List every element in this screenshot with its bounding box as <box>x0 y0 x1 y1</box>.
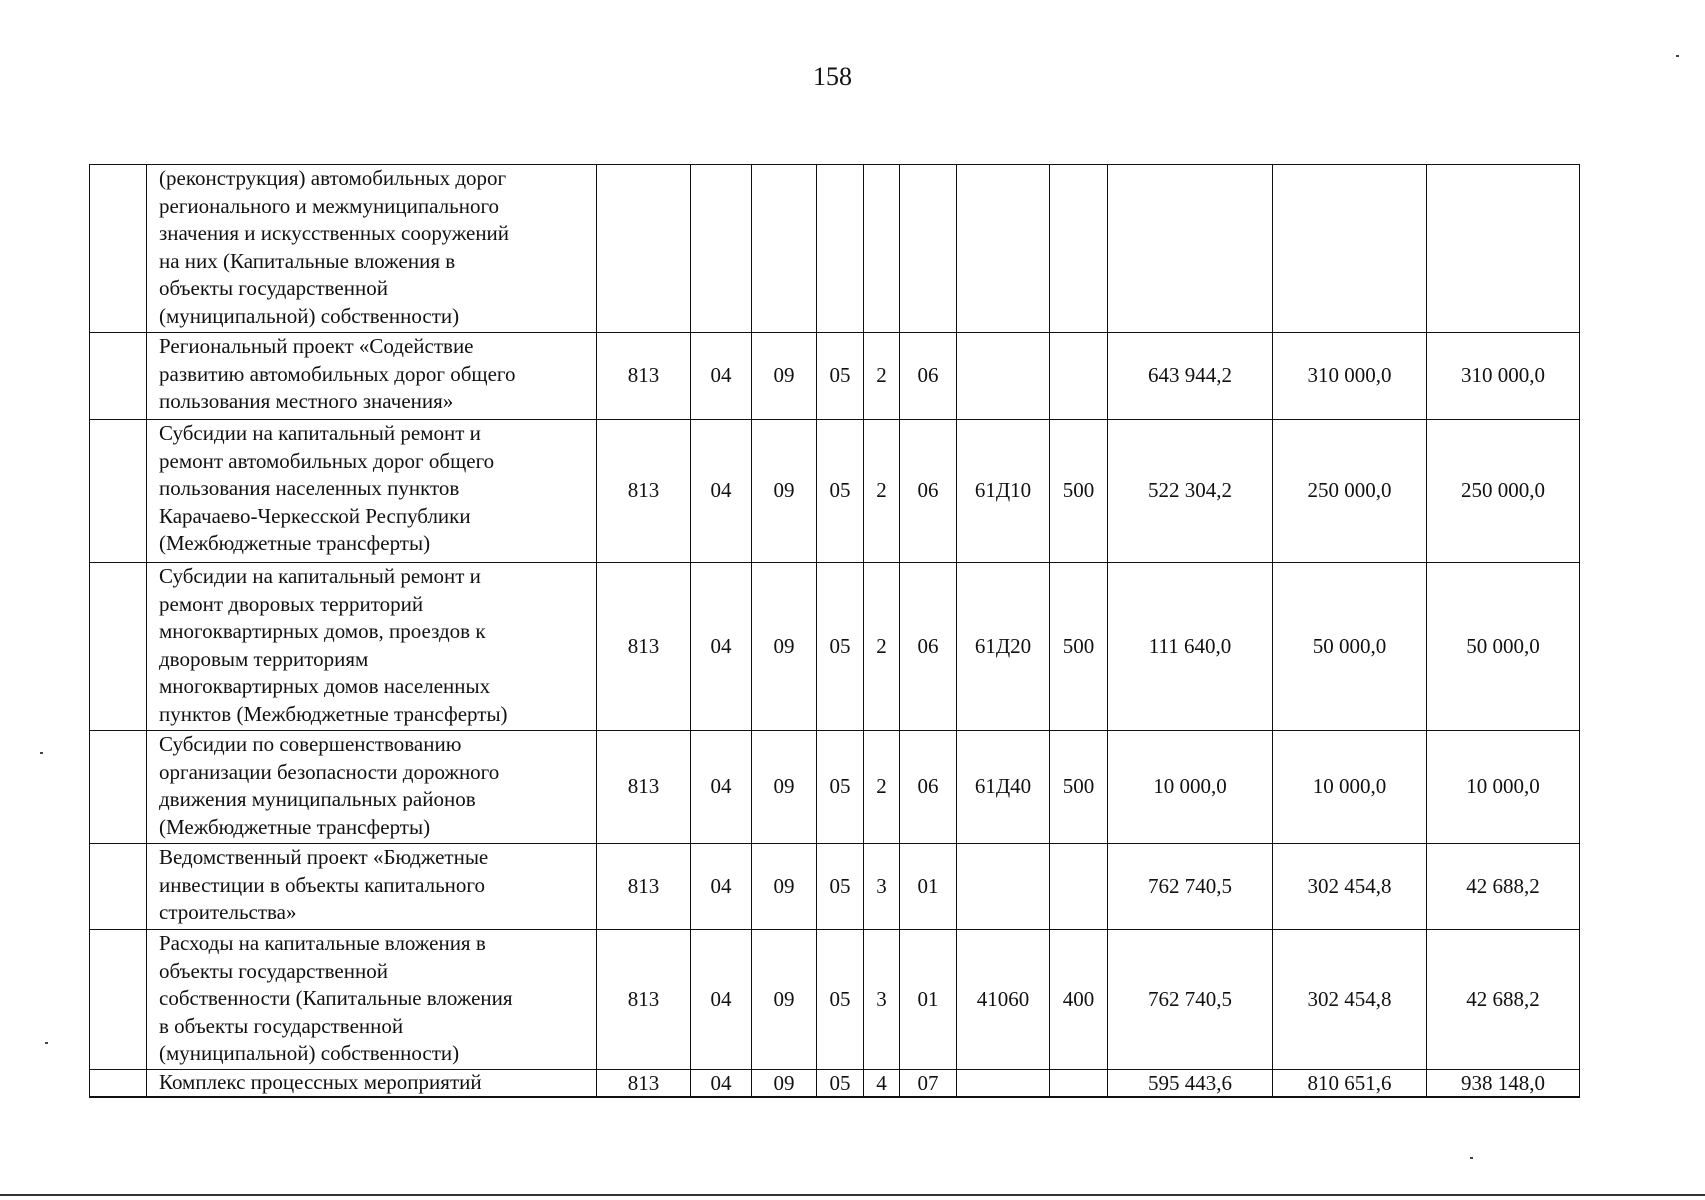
cell-rz: 04 <box>691 420 752 563</box>
cell-cs1: 05 <box>817 844 864 930</box>
cell-pr: 09 <box>752 563 817 731</box>
row-name-line: многоквартирных домов населенных <box>159 674 491 698</box>
row-number-cell <box>90 420 147 563</box>
row-number-cell <box>90 844 147 930</box>
cell-cs1: 05 <box>817 731 864 844</box>
cell-cs1 <box>817 165 864 333</box>
row-name-line: пунктов (Межбюджетные трансферты) <box>159 701 508 726</box>
row-name-line: Субсидии на капитальный ремонт и <box>159 421 481 445</box>
cell-pr: 09 <box>752 1070 817 1098</box>
table-row <box>90 731 1580 844</box>
cell-vr <box>1050 333 1108 420</box>
cell-cs2 <box>864 165 900 333</box>
row-name-line: регионального и межмуниципального <box>159 193 500 218</box>
cell-pr <box>752 165 817 333</box>
cell-cs3 <box>900 165 957 333</box>
page-number: 158 <box>813 62 852 91</box>
cell-sum1: 762 740,5 <box>1108 930 1273 1070</box>
row-name-line: движения муниципальных районов <box>159 787 476 811</box>
cell-cs2: 4 <box>864 1070 900 1098</box>
cell-cs1: 05 <box>817 563 864 731</box>
cell-cs4 <box>957 844 1050 930</box>
cell-sum3: 42 688,2 <box>1427 844 1580 930</box>
table-row <box>90 563 1580 731</box>
row-name-line: развитию автомобильных дорог общего <box>159 361 516 386</box>
cell-sum3 <box>1427 165 1580 333</box>
row-name-line: в объекты государственной <box>159 1013 404 1038</box>
cell-sum2: 810 651,6 <box>1273 1070 1427 1098</box>
row-name-cell <box>147 563 597 731</box>
page-edge-line <box>0 1194 1705 1196</box>
cell-gr: 813 <box>597 844 691 930</box>
table-row <box>90 844 1580 930</box>
cell-sum2: 302 454,8 <box>1273 844 1427 930</box>
cell-cs2: 2 <box>864 333 900 420</box>
row-name-line: Региональный проект «Содействие <box>159 334 474 358</box>
cell-pr: 09 <box>752 844 817 930</box>
cell-sum3: 250 000,0 <box>1427 420 1580 563</box>
table-row <box>90 333 1580 420</box>
cell-rz: 04 <box>691 1070 752 1098</box>
row-name-cell <box>147 165 597 333</box>
row-number-cell <box>90 1070 147 1098</box>
cell-cs1: 05 <box>817 420 864 563</box>
cell-rz: 04 <box>691 333 752 420</box>
cell-sum2: 10 000,0 <box>1273 731 1427 844</box>
cell-cs4 <box>957 333 1050 420</box>
row-name-line: пользования населенных пунктов <box>159 476 460 500</box>
row-name-line: (Межбюджетные трансферты) <box>159 814 431 839</box>
cell-sum2: 302 454,8 <box>1273 930 1427 1070</box>
row-name-line: ремонт автомобильных дорог общего <box>159 448 495 473</box>
table-row <box>90 165 1580 333</box>
scan-speck <box>1470 1157 1473 1159</box>
cell-rz: 04 <box>691 563 752 731</box>
row-name-line: собственности (Капитальные вложения <box>159 986 513 1010</box>
table-row <box>90 420 1580 563</box>
row-name-line: инвестиции в объекты капитального <box>159 872 486 897</box>
cell-cs1: 05 <box>817 1070 864 1098</box>
row-name-cell <box>147 1070 597 1098</box>
cell-vr: 500 <box>1050 420 1108 563</box>
cell-gr: 813 <box>597 1070 691 1098</box>
cell-pr: 09 <box>752 420 817 563</box>
row-number-cell <box>90 731 147 844</box>
row-name-line: (Межбюджетные трансферты) <box>159 531 431 555</box>
row-name-line: дворовым территориям <box>159 646 369 671</box>
row-name-line: Комплекс процессных мероприятий <box>159 1070 482 1094</box>
cell-rz: 04 <box>691 844 752 930</box>
row-name-line: (реконструкция) автомобильных дорог <box>159 166 507 190</box>
row-name-line: строительства» <box>159 900 297 924</box>
row-name-line: объекты государственной <box>159 276 388 300</box>
cell-cs2: 2 <box>864 731 900 844</box>
cell-cs4 <box>957 165 1050 333</box>
row-name-line: пользования местного значения» <box>159 389 454 413</box>
cell-cs3: 06 <box>900 333 957 420</box>
cell-vr: 500 <box>1050 731 1108 844</box>
cell-rz <box>691 165 752 333</box>
cell-sum1: 111 640,0 <box>1108 563 1273 731</box>
cell-gr: 813 <box>597 420 691 563</box>
row-name-line: (муниципальной) собственности) <box>159 303 460 328</box>
table-row <box>90 1070 1580 1098</box>
cell-cs2: 3 <box>864 930 900 1070</box>
cell-sum1: 10 000,0 <box>1108 731 1273 844</box>
cell-sum2: 250 000,0 <box>1273 420 1427 563</box>
cell-cs4: 61Д10 <box>957 420 1050 563</box>
cell-cs3: 01 <box>900 844 957 930</box>
row-name-line: (муниципальной) собственности) <box>159 1041 460 1065</box>
row-name-cell <box>147 844 597 930</box>
cell-sum1: 643 944,2 <box>1108 333 1273 420</box>
cell-cs2: 2 <box>864 420 900 563</box>
cell-sum1: 595 443,6 <box>1108 1070 1273 1098</box>
cell-sum3: 10 000,0 <box>1427 731 1580 844</box>
cell-sum1: 522 304,2 <box>1108 420 1273 563</box>
cell-vr <box>1050 844 1108 930</box>
cell-pr: 09 <box>752 731 817 844</box>
row-name-line: объекты государственной <box>159 958 388 983</box>
cell-cs1: 05 <box>817 930 864 1070</box>
row-name-line: Расходы на капитальные вложения в <box>159 931 486 955</box>
cell-gr <box>597 165 691 333</box>
row-name-line: значения и искусственных сооружений <box>159 221 510 245</box>
scan-speck <box>1676 55 1679 57</box>
cell-vr <box>1050 1070 1108 1098</box>
table-row <box>90 930 1580 1070</box>
cell-cs3: 07 <box>900 1070 957 1098</box>
row-name-line: многоквартирных домов, проездов к <box>159 619 486 643</box>
cell-pr: 09 <box>752 333 817 420</box>
scan-speck <box>45 1042 48 1044</box>
cell-vr <box>1050 165 1108 333</box>
row-name-line: на них (Капитальные вложения в <box>159 248 456 273</box>
cell-sum1 <box>1108 165 1273 333</box>
cell-vr: 400 <box>1050 930 1108 1070</box>
row-number-cell <box>90 563 147 731</box>
cell-gr: 813 <box>597 563 691 731</box>
cell-sum3: 50 000,0 <box>1427 563 1580 731</box>
cell-cs3: 06 <box>900 563 957 731</box>
row-name-cell <box>147 930 597 1070</box>
row-name-line: организации безопасности дорожного <box>159 759 500 784</box>
cell-gr: 813 <box>597 731 691 844</box>
cell-cs4: 61Д40 <box>957 731 1050 844</box>
cell-sum2 <box>1273 165 1427 333</box>
cell-cs4: 61Д20 <box>957 563 1050 731</box>
row-number-cell <box>90 165 147 333</box>
row-name-cell <box>147 333 597 420</box>
cell-cs4 <box>957 1070 1050 1098</box>
cell-cs2: 2 <box>864 563 900 731</box>
cell-vr: 500 <box>1050 563 1108 731</box>
cell-gr: 813 <box>597 930 691 1070</box>
cell-sum3: 42 688,2 <box>1427 930 1580 1070</box>
cell-sum2: 310 000,0 <box>1273 333 1427 420</box>
cell-gr: 813 <box>597 333 691 420</box>
row-number-cell <box>90 930 147 1070</box>
row-name-line: Ведомственный проект «Бюджетные <box>159 845 489 869</box>
row-number-cell <box>90 333 147 420</box>
cell-cs1: 05 <box>817 333 864 420</box>
row-name-line: ремонт дворовых территорий <box>159 591 424 616</box>
cell-sum3: 310 000,0 <box>1427 333 1580 420</box>
cell-cs3: 01 <box>900 930 957 1070</box>
scan-speck <box>40 752 43 754</box>
cell-cs4: 41060 <box>957 930 1050 1070</box>
row-name-cell <box>147 420 597 563</box>
row-name-line: Субсидии на капитальный ремонт и <box>159 564 481 588</box>
row-name-line: Субсидии по совершенствованию <box>159 732 462 756</box>
cell-sum1: 762 740,5 <box>1108 844 1273 930</box>
cell-pr: 09 <box>752 930 817 1070</box>
row-name-line: Карачаево-Черкесской Республики <box>159 503 471 528</box>
row-name-cell <box>147 731 597 844</box>
cell-sum2: 50 000,0 <box>1273 563 1427 731</box>
cell-cs3: 06 <box>900 731 957 844</box>
cell-cs2: 3 <box>864 844 900 930</box>
cell-sum3: 938 148,0 <box>1427 1070 1580 1098</box>
cell-rz: 04 <box>691 930 752 1070</box>
budget-table <box>89 164 1580 1098</box>
cell-cs3: 06 <box>900 420 957 563</box>
cell-rz: 04 <box>691 731 752 844</box>
